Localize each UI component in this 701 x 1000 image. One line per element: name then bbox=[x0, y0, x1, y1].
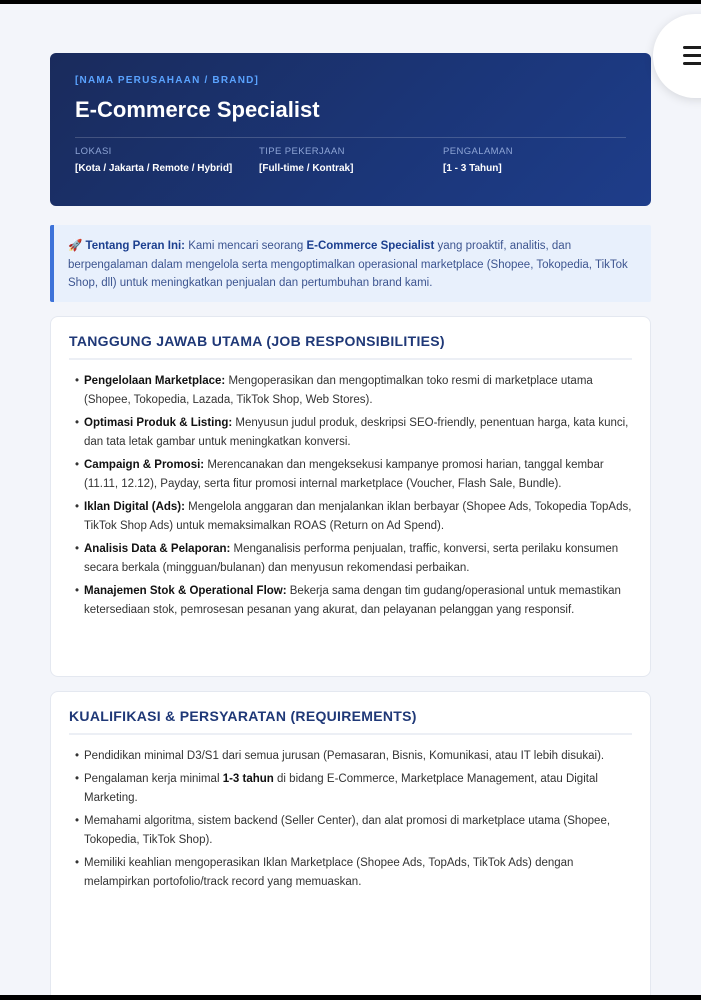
list-item bbox=[69, 812, 632, 850]
list-item bbox=[69, 770, 632, 808]
item-text: Mengoperasikan dan mengoptimalkan toko resmi di marketplace utama (Shopee, Tokopedia, Lazada, TikTok Shop, Web Stores). bbox=[84, 375, 593, 406]
item-text: Mengelola anggaran dan menjalankan iklan berbayar (Shopee Ads, Tokopedia TopAds, TikTok Shop Ads) untuk memaksimalkan ROAS (Return on Ad Spend). bbox=[84, 501, 632, 532]
job-meta bbox=[75, 146, 626, 174]
item-text: Menganalisis performa penjualan, traffic, konversi, serta perilaku konsumen secara berkala (mingguan/bulanan) dan menyusun rekomendasi perbaikan. bbox=[84, 543, 619, 574]
list-item bbox=[69, 372, 632, 410]
list-item bbox=[69, 854, 632, 892]
about-role: E-Commerce Specialist bbox=[306, 240, 435, 252]
job-title: E-Commerce Specialist bbox=[75, 97, 320, 122]
about-role-callout bbox=[50, 225, 651, 302]
menu-button[interactable] bbox=[653, 14, 701, 98]
job-header bbox=[50, 53, 651, 206]
meta-value: [Full-time / Kontrak] bbox=[259, 163, 354, 174]
meta-job-type bbox=[259, 146, 443, 174]
item-key: Optimasi Produk & Listing: bbox=[84, 417, 233, 429]
list-item bbox=[69, 747, 632, 766]
company-name: [NAMA PERUSAHAAN / BRAND] bbox=[75, 75, 260, 86]
about-lead: Tentang Peran Ini: bbox=[85, 240, 185, 252]
responsibilities-card bbox=[50, 316, 651, 677]
item-text: Bekerja sama dengan tim gudang/operasional untuk memastikan ketersediaan stok, pemrosesan pesanan yang akurat, dan pelayanan pelanggan yang responsif. bbox=[84, 585, 621, 616]
item-text: di bidang E-Commerce, Marketplace Management, atau Digital Marketing. bbox=[84, 773, 598, 804]
rocket-icon: 🚀 bbox=[68, 240, 83, 252]
meta-value: [1 - 3 Tahun] bbox=[443, 163, 502, 174]
item-key: Manajemen Stok & Operational Flow: bbox=[84, 585, 287, 597]
list-item bbox=[69, 498, 632, 536]
hamburger-icon bbox=[683, 54, 701, 57]
about-text: yang proaktif, analitis, dan berpengalaman dalam mengelola serta mengoptimalkan operasional marketplace (Shopee, Tokopedia, TikTok Shop, dll) untuk meningkatkan penjualan dan pertumbuhan brand kami. bbox=[68, 240, 628, 289]
list-item bbox=[69, 456, 632, 494]
meta-value: [Kota / Jakarta / Remote / Hybrid] bbox=[75, 163, 233, 174]
header-divider bbox=[75, 137, 626, 138]
list-item bbox=[69, 414, 632, 452]
requirements-card bbox=[50, 691, 651, 995]
item-key: 1-3 tahun bbox=[222, 773, 274, 785]
hamburger-icon bbox=[683, 46, 701, 49]
requirements-list bbox=[69, 747, 632, 892]
page bbox=[0, 4, 701, 995]
item-text: Menyusun judul produk, deskripsi SEO-friendly, penentuan harga, kata kunci, dan tata letak gambar untuk meningkatkan konversi. bbox=[84, 417, 629, 448]
about-text: Kami mencari seorang bbox=[185, 240, 307, 252]
item-key: Campaign & Promosi: bbox=[84, 459, 205, 471]
meta-label: LOKASI bbox=[75, 146, 112, 157]
section-title: TANGGUNG JAWAB UTAMA (JOB RESPONSIBILITIES) bbox=[69, 333, 632, 360]
item-text: Pendidikan minimal D3/S1 dari semua jurusan (Pemasaran, Bisnis, Komunikasi, atau IT lebih disukai). bbox=[84, 750, 605, 762]
item-text: Pengalaman kerja minimal bbox=[84, 773, 223, 785]
item-key: Analisis Data & Pelaporan: bbox=[84, 543, 231, 555]
item-text: Merencanakan dan mengeksekusi kampanye promosi harian, tanggal kembar (11.11, 12.12), Payday, serta fitur promosi internal marketplace (Voucher, Flash Sale, Bundle). bbox=[84, 459, 604, 490]
section-title: KUALIFIKASI & PERSYARATAN (REQUIREMENTS) bbox=[69, 708, 632, 735]
item-key: Iklan Digital (Ads): bbox=[84, 501, 185, 513]
list-item bbox=[69, 540, 632, 578]
hamburger-icon bbox=[683, 62, 701, 65]
meta-experience bbox=[443, 146, 513, 174]
meta-label: TIPE PEKERJAAN bbox=[259, 146, 345, 157]
list-item bbox=[69, 582, 632, 620]
item-text: Memahami algoritma, sistem backend (Seller Center), dan alat promosi di marketplace utama (Shopee, Tokopedia, TikTok Shop). bbox=[84, 815, 611, 846]
responsibilities-list bbox=[69, 372, 632, 620]
meta-label: PENGALAMAN bbox=[443, 146, 513, 157]
item-text: Memiliki keahlian mengoperasikan Iklan Marketplace (Shopee Ads, TopAds, TikTok Ads) dengan melampirkan portofolio/track record yang memuaskan. bbox=[84, 857, 574, 888]
meta-location bbox=[75, 146, 259, 174]
item-key: Pengelolaan Marketplace: bbox=[84, 375, 226, 387]
